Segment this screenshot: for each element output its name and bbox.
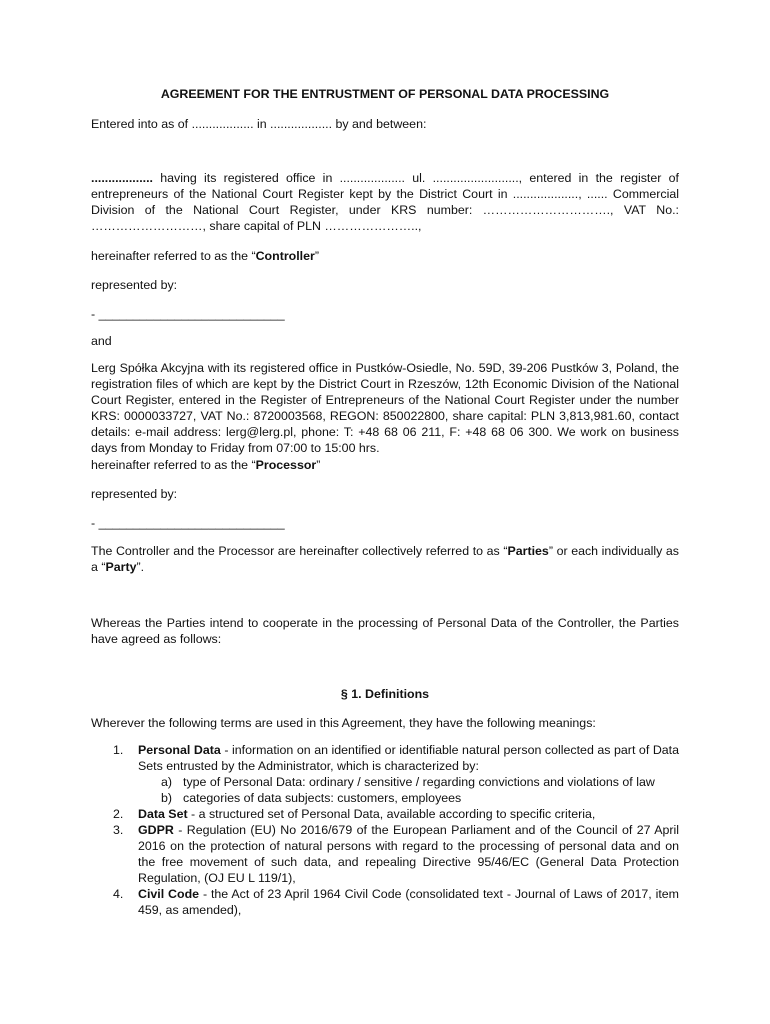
controller-details-text: having its registered office in ................... ul. ........................., entered in the register of entrepreneurs of the National Court Register kept by the District Court in ..................., ...... Commercial Division of the National Court Register, under KRS number: …………………………., VAT No.: ………………………, share capital of PLN …………………..,: [91, 171, 679, 233]
processor-referred-prefix: hereinafter referred to as the “: [91, 458, 256, 472]
definition-item-data-set: [91, 806, 679, 822]
characteristic-item: [138, 774, 679, 790]
section-1-heading: § 1. Definitions: [340, 687, 430, 701]
personal-data-characteristics: [138, 774, 679, 806]
and-separator: and: [91, 334, 112, 348]
controller-details: [91, 170, 679, 234]
controller-referred-suffix: ”: [314, 249, 319, 263]
definitions-intro: Wherever the following terms are used in this Agreement, they have the following meanings:: [91, 716, 596, 730]
parties-text-3: ”.: [136, 560, 145, 574]
party-term: Party: [105, 560, 137, 574]
definition-text: - information on an identified or identifiable natural person collected as part of Data Sets entrusted by the Administrator, which is characterized by:: [138, 743, 679, 773]
definition-number: 1.: [113, 743, 124, 757]
definition-number: 3.: [113, 823, 124, 837]
parties-definition: [91, 543, 679, 575]
controller-referred-prefix: hereinafter referred to as the “: [91, 249, 256, 263]
processor-term: Processor: [255, 458, 317, 472]
processor-referred-suffix: ”: [316, 458, 321, 472]
characteristic-letter: a): [161, 775, 173, 789]
characteristic-item: [138, 790, 679, 806]
processor-signature-line: - ___________________________: [91, 516, 285, 530]
definition-number: 4.: [113, 887, 124, 901]
controller-term: Controller: [255, 249, 315, 263]
definition-term: Civil Code: [138, 887, 200, 901]
controller-referred-as: [91, 248, 679, 264]
definitions-list: [91, 742, 679, 918]
processor-referred-as: [91, 457, 679, 473]
controller-signature-line: - ___________________________: [91, 307, 285, 321]
controller-name-blank: ..................: [91, 171, 153, 185]
parties-text-1: The Controller and the Processor are hereinafter collectively referred to as “: [91, 544, 508, 558]
characteristic-letter: b): [161, 791, 173, 805]
characteristic-text: categories of data subjects: customers, employees: [183, 791, 462, 805]
parties-term: Parties: [507, 544, 549, 558]
definition-item-gdpr: [91, 822, 679, 886]
definition-term: Personal Data: [138, 743, 221, 757]
definition-text: - the Act of 23 April 1964 Civil Code (consolidated text - Journal of Laws of 2017, item 459, as amended),: [138, 887, 679, 917]
definition-term: Data Set: [138, 807, 188, 821]
processor-represented-by: represented by:: [91, 487, 178, 501]
processor-details: Lerg Spółka Akcyjna with its registered office in Pustków-Osiedle, No. 59D, 39-206 Pustków 3, Poland, the registration files of which are kept by the District Court in Rzeszów, 12th Economic Division of the National Court Register, entered in the Register of Entrepreneurs of the National Court Register under the number KRS: 0000033727, VAT No.: 8720003568, REGON: 850022800, share capital: PLN 3,813,981.60, contact details: e-mail address: lerg@lerg.pl, phone: T: +48 68 06 211, F: +48 68 06 300. We work on business days from Monday to Friday from 07:00 to 15:00 hrs.: [91, 361, 679, 455]
characteristic-text: type of Personal Data: ordinary / sensitive / regarding convictions and violations of law: [183, 775, 655, 789]
controller-represented-by: represented by:: [91, 278, 178, 292]
agreement-title: AGREEMENT FOR THE ENTRUSTMENT OF PERSONAL DATA PROCESSING: [160, 87, 610, 101]
definition-item-civil-code: [91, 886, 679, 918]
entered-into-line: Entered into as of .................. in .................. by and between:: [91, 117, 427, 131]
definition-term: GDPR: [138, 823, 174, 837]
definition-text: - a structured set of Personal Data, available according to specific criteria,: [187, 807, 596, 821]
whereas-clause: Whereas the Parties intend to cooperate in the processing of Personal Data of the Controller, the Parties have agreed as follows:: [91, 616, 679, 646]
definition-number: 2.: [113, 807, 124, 821]
definition-item-personal-data: [91, 742, 679, 806]
parties-text-2: ” or each individually as a “: [91, 544, 679, 574]
definition-text: - Regulation (EU) No 2016/679 of the European Parliament and of the Council of 27 April 2016 on the protection of natural persons with regard to the processing of personal data and on the free movement of such data, and repealing Directive 95/46/EC (General Data Protection Regulation, (OJ EU L 119/1),: [138, 823, 679, 885]
